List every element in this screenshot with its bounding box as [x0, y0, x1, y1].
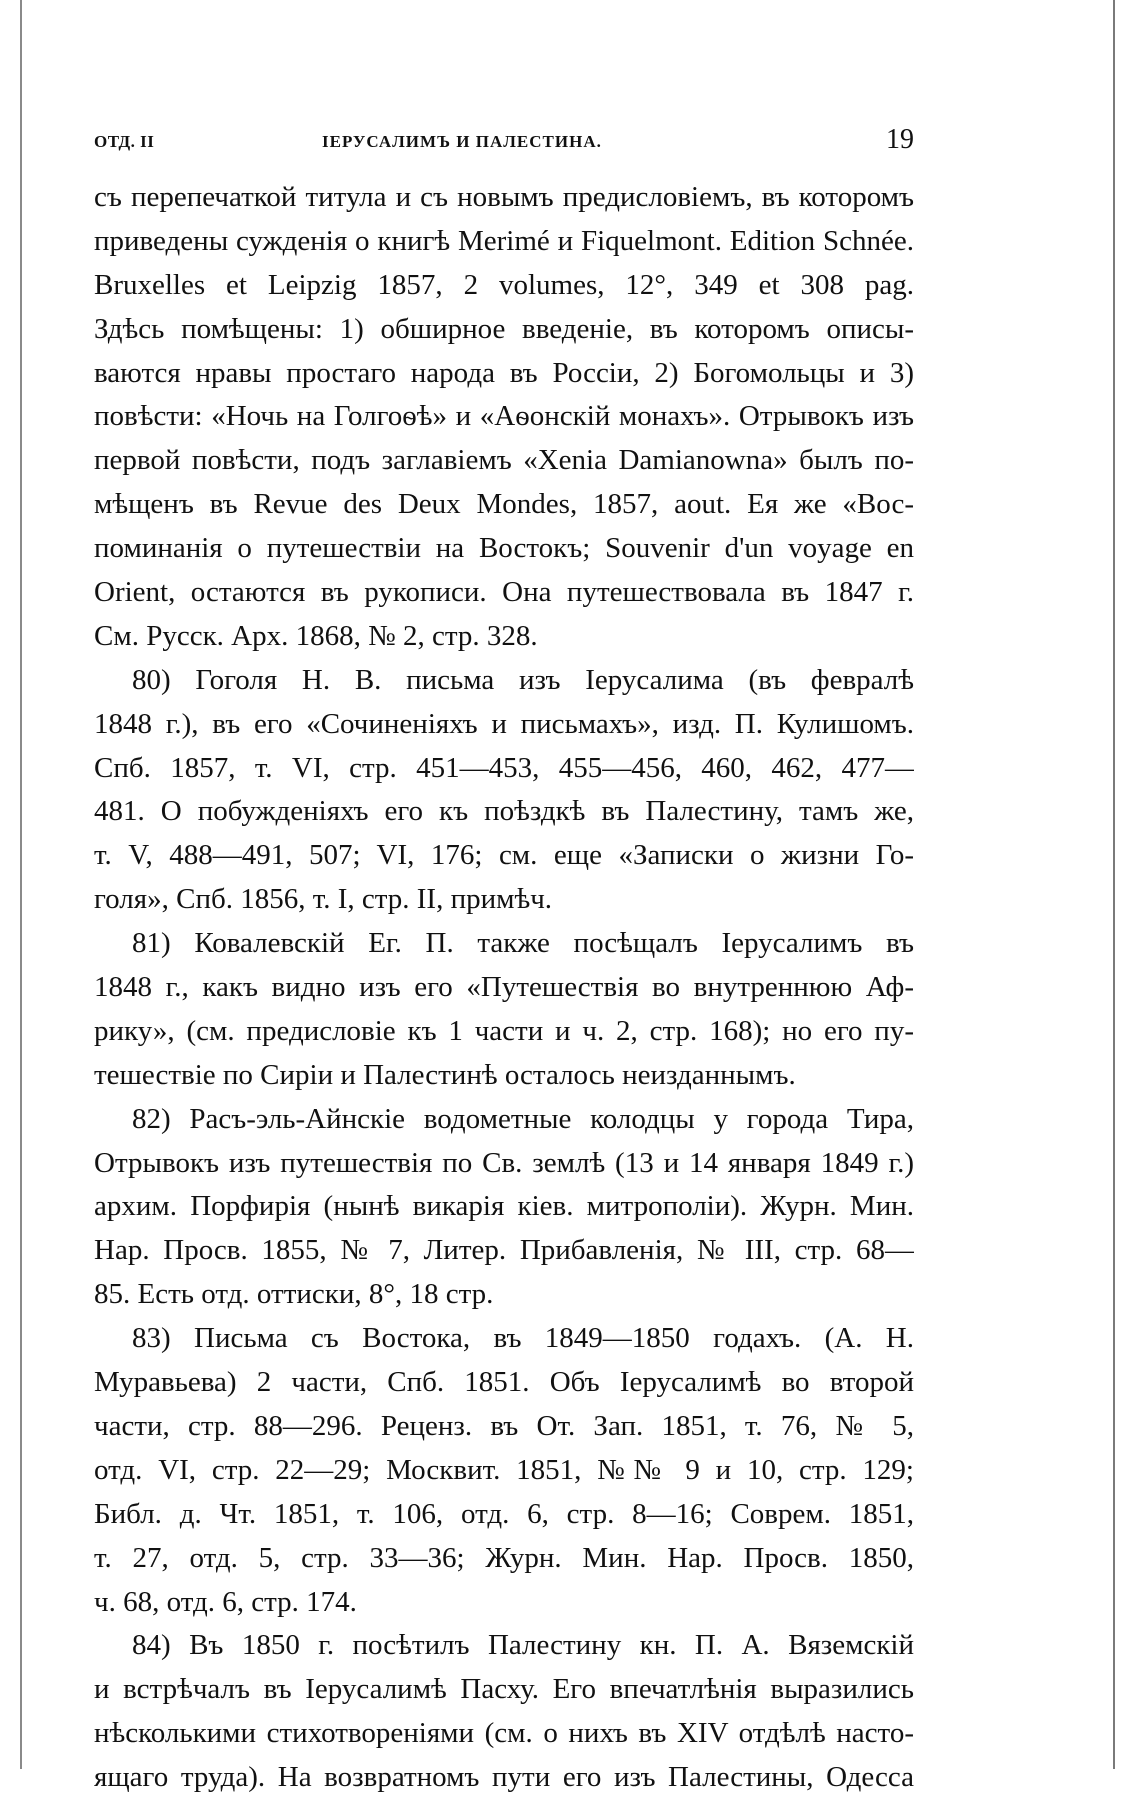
text-line: голя», Спб. 1856, т. I, стр. II, примѣч. [94, 883, 553, 916]
running-header [94, 124, 914, 164]
text-line: нѣсколькими стихотвореніями (см. о нихъ въ XIV отдѣлѣ насто- [94, 1717, 914, 1750]
text-line: рику», (см. предисловіе къ 1 части и ч. 2, стр. 168); но его пу- [94, 1014, 914, 1047]
text-line: архим. Порфирія (нынѣ викарія кіев. митрополіи). Журн. Мин. [94, 1190, 914, 1223]
page-number: 19 [886, 124, 914, 155]
text-line: Спб. 1857, т. VI, стр. 451—453, 455—456, 460, 462, 477— [94, 751, 914, 784]
text-line: Нар. Просв. 1855, № 7, Литер. Прибавленія, № III, стр. 68— [94, 1234, 914, 1267]
page-body [94, 176, 914, 1800]
text-line: т. V, 488—491, 507; VI, 176; см. еще «Записки о жизни Го- [94, 839, 914, 872]
text-line: 1848 г., какъ видно изъ его «Путешествія во внутреннюю Аф- [94, 971, 914, 1004]
section-label: ОТД. II [94, 132, 155, 151]
text-line: приведены сужденія о книгѣ Merimé и Fiquelmont. Edition Schnée. [94, 224, 914, 257]
text-line: т. 27, отд. 5, стр. 33—36; Журн. Мин. Нар. Просв. 1850, [94, 1541, 914, 1574]
text-line: и встрѣчалъ въ Іерусалимѣ Пасху. Его впечатлѣнія выразились [94, 1673, 914, 1706]
text-line: 1848 г.), въ его «Сочиненіяхъ и письмахъ», изд. П. Кулишомъ. [94, 707, 914, 740]
text-line: ч. 68, отд. 6, стр. 174. [94, 1585, 357, 1618]
text-line: См. Русск. Арх. 1868, № 2, стр. 328. [94, 619, 538, 652]
text-line: первой повѣсти, подъ заглавіемъ «Xenia Damianowna» былъ по- [94, 444, 914, 477]
text-line: ваются нравы простаго народа въ Россіи, 2) Богомольцы и 3) [94, 356, 914, 389]
scan-right-edge [1113, 0, 1115, 1769]
text-line: отд. VI, стр. 22—29; Москвит. 1851, №№ 9 и 10, стр. 129; [94, 1453, 914, 1486]
text-line: 80) Гоголя Н. В. письма изъ Іерусалима (въ февралѣ [132, 663, 914, 696]
text-line: части, стр. 88—296. Реценз. въ От. Зап. 1851, т. 76, № 5, [94, 1409, 914, 1442]
text-line: 481. О побужденіяхъ его къ поѣздкѣ въ Палестину, тамъ же, [94, 795, 914, 828]
text-line: Orient, остаются въ рукописи. Она путешествовала въ 1847 г. [94, 576, 914, 609]
text-line: 85. Есть отд. оттиски, 8°, 18 стр. [94, 1278, 494, 1311]
text-line: 82) Расъ-эль-Айнскіе водометные колодцы у города Тира, [132, 1102, 914, 1135]
text-line: Библ. д. Чт. 1851, т. 106, отд. 6, стр. 8—16; Соврем. 1851, [94, 1497, 914, 1530]
text-line: повѣсти: «Ночь на Голгоѳѣ» и «Аѳонскій монахъ». Отрывокъ изъ [94, 400, 914, 433]
scan-left-edge [20, 0, 22, 1769]
text-line: Bruxelles et Leipzig 1857, 2 volumes, 12°, 349 et 308 pag. [94, 268, 914, 301]
text-line: ящаго труда). На возвратномъ пути его изъ Палестины, Одесса [94, 1761, 914, 1794]
text-line: 84) Въ 1850 г. посѣтилъ Палестину кн. П. А. Вяземскій [132, 1629, 914, 1662]
text-line: 81) Ковалевскій Ег. П. также посѣщалъ Іерусалимъ въ [132, 927, 914, 960]
text-line: съ перепечаткой титула и съ новымъ предисловіемъ, въ которомъ [94, 181, 914, 213]
text-line: Здѣсь помѣщены: 1) обширное введеніе, въ которомъ описы- [94, 312, 914, 345]
text-line: мѣщенъ въ Revue des Deux Mondes, 1857, aout. Ея же «Вос- [94, 488, 914, 521]
text-line: Отрывокъ изъ путешествія по Св. землѣ (13 и 14 января 1849 г.) [94, 1146, 914, 1179]
text-line: поминанія о путешествіи на Востокъ; Souvenir d'un voyage en [94, 532, 914, 565]
running-title: ІЕРУСАЛИМЪ И ПАЛЕСТИНА. [322, 132, 602, 151]
text-line: 83) Письма съ Востока, въ 1849—1850 годахъ. (А. Н. [132, 1322, 914, 1355]
text-line: тешествіе по Сиріи и Палестинѣ осталось неизданнымъ. [94, 1058, 796, 1091]
text-line: Муравьева) 2 части, Спб. 1851. Объ Іерусалимѣ во второй [94, 1366, 914, 1399]
